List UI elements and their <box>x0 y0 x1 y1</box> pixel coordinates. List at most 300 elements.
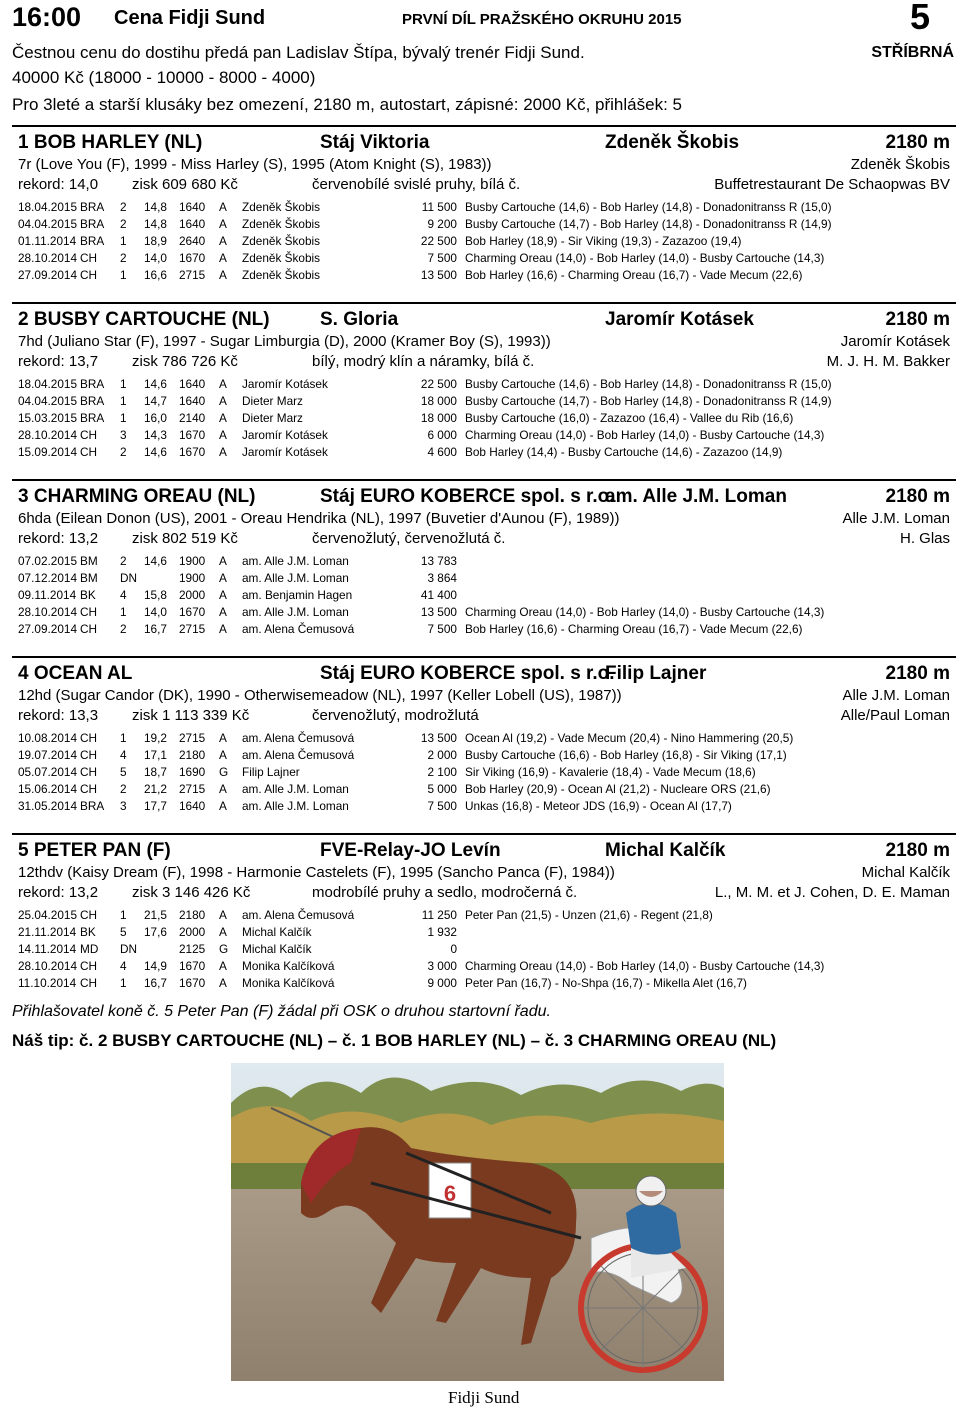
start-time: 14,8 <box>144 216 167 231</box>
start-driver: Michal Kalčík <box>242 924 312 939</box>
start-driver: Zdeněk Škobis <box>242 216 321 231</box>
start-distance: 2715 <box>179 730 206 745</box>
start-driver: am. Alena Čemusová <box>242 907 355 922</box>
start-time: 17,6 <box>144 924 167 939</box>
table-row <box>18 974 935 991</box>
start-place: 1 <box>120 604 127 619</box>
start-type: A <box>219 393 227 408</box>
entry-earnings: zisk 802 519 Kč <box>132 530 238 547</box>
start-place: 1 <box>120 975 127 990</box>
start-track: BRA <box>80 798 105 813</box>
start-track: CH <box>80 604 98 619</box>
start-time: 18,9 <box>144 233 167 248</box>
start-time: 14,7 <box>144 393 167 408</box>
table-row <box>18 569 935 586</box>
entry-breeder: L., M. M. et J. Cohen, D. E. Maman <box>714 884 950 901</box>
start-time: 18,7 <box>144 764 167 779</box>
start-result <box>465 923 935 940</box>
start-prize: 3 864 <box>427 570 457 585</box>
start-driver: am. Alena Čemusová <box>242 621 355 636</box>
start-type: A <box>219 233 227 248</box>
start-date: 10.08.2014 <box>18 730 78 745</box>
start-result: Bob Harley (20,9) - Ocean Al (21,2) - Nucleare ORS (21,6) <box>465 781 771 796</box>
entry-breeder: M. J. H. M. Bakker <box>826 353 950 370</box>
entry-trainer: Jaromír Kotásek <box>605 309 754 330</box>
start-result: Busby Cartouche (14,7) - Bob Harley (14,8) - Donadonitranss R (14,9) <box>465 216 832 231</box>
start-date: 04.04.2015 <box>18 216 78 231</box>
entry-breeder: H. Glas <box>899 530 950 547</box>
start-distance: 1640 <box>179 393 206 408</box>
start-prize: 1 932 <box>427 924 457 939</box>
start-track: CH <box>80 267 98 282</box>
table-row <box>18 746 935 763</box>
start-time <box>144 940 179 957</box>
start-result <box>465 569 935 586</box>
start-place: 1 <box>120 907 127 922</box>
entry-earnings: zisk 786 726 Kč <box>132 353 238 370</box>
start-place: 1 <box>120 393 127 408</box>
start-date: 31.05.2014 <box>18 798 78 813</box>
entry-title: 1 BOB HARLEY (NL) <box>18 132 203 153</box>
start-result: Charming Oreau (14,0) - Bob Harley (14,0) - Busby Cartouche (14,3) <box>465 250 825 265</box>
start-time: 17,1 <box>144 747 167 762</box>
start-driver: Michal Kalčík <box>242 941 312 956</box>
start-date: 04.04.2015 <box>18 393 78 408</box>
start-place: 4 <box>120 747 127 762</box>
table-row <box>18 763 935 780</box>
entry-owner: Jaromír Kotásek <box>840 333 950 350</box>
table-row <box>18 392 935 409</box>
start-time: 14,6 <box>144 376 167 391</box>
start-time: 16,6 <box>144 267 167 282</box>
start-result <box>465 586 935 603</box>
entry-earnings: zisk 609 680 Kč <box>132 176 238 193</box>
start-type: A <box>219 907 227 922</box>
start-result: Busby Cartouche (14,6) - Bob Harley (14,8) - Donadonitranss R (15,0) <box>465 199 832 214</box>
start-distance: 1670 <box>179 250 206 265</box>
start-track: CH <box>80 747 98 762</box>
table-row <box>18 552 935 569</box>
start-place: DN <box>120 941 138 956</box>
start-type: A <box>219 553 227 568</box>
race-prizes: 40000 Kč (18000 - 10000 - 8000 - 4000) <box>12 68 316 87</box>
start-distance: 2715 <box>179 781 206 796</box>
start-prize: 41 400 <box>420 587 457 602</box>
start-place: 2 <box>120 199 127 214</box>
start-prize: 0 <box>450 941 457 956</box>
start-distance: 2715 <box>179 621 206 636</box>
entry-earnings: zisk 3 146 426 Kč <box>132 884 251 901</box>
start-prize: 6 000 <box>427 427 457 442</box>
start-prize: 18 000 <box>420 410 457 425</box>
start-time: 14,6 <box>144 444 167 459</box>
start-result: Busby Cartouche (14,7) - Bob Harley (14,8) - Donadonitranss R (14,9) <box>465 393 832 408</box>
start-result: Bob Harley (16,6) - Charming Oreau (16,7) - Vade Mecum (22,6) <box>465 267 803 282</box>
start-result: Charming Oreau (14,0) - Bob Harley (14,0) - Busby Cartouche (14,3) <box>465 958 825 973</box>
entry-stable: Stáj EURO KOBERCE spol. s r.o. <box>320 486 615 507</box>
saddle-number: 6 <box>443 1181 457 1206</box>
start-date: 19.07.2014 <box>18 747 78 762</box>
start-track: CH <box>80 444 98 459</box>
tip-line: Náš tip: č. 2 BUSBY CARTOUCHE (NL) – č. 1 BOB HARLEY (NL) – č. 3 CHARMING OREAU (NL) <box>12 1031 777 1050</box>
start-place: 4 <box>120 958 127 973</box>
start-place: 1 <box>120 267 127 282</box>
entry-3 <box>12 479 956 636</box>
start-track: CH <box>80 621 98 636</box>
table-row <box>18 443 935 460</box>
start-result: Bob Harley (16,6) - Charming Oreau (16,7) - Vade Mecum (22,6) <box>465 621 803 636</box>
start-result: Bob Harley (18,9) - Sir Viking (19,3) - Zazazoo (19,4) <box>465 233 742 248</box>
start-date: 28.10.2014 <box>18 958 78 973</box>
horse-photo <box>231 1063 724 1381</box>
start-place: 2 <box>120 553 127 568</box>
entry-stable: Stáj EURO KOBERCE spol. s r.o. <box>320 663 615 684</box>
start-date: 15.09.2014 <box>18 444 78 459</box>
start-track: BRA <box>80 376 105 391</box>
entry-colors: červenožlutý, červenožlutá č. <box>312 530 506 547</box>
start-prize: 7 500 <box>427 621 457 636</box>
race-number: 5 <box>909 0 930 37</box>
start-distance: 2000 <box>179 587 206 602</box>
recent-starts-table <box>18 552 935 637</box>
recent-starts-table <box>18 198 935 283</box>
entry-record: rekord: 13,2 <box>18 530 99 547</box>
start-time: 21,2 <box>144 781 167 796</box>
start-type: A <box>219 376 227 391</box>
start-prize: 11 500 <box>421 199 457 214</box>
race-time: 16:00 <box>12 2 82 32</box>
start-driver: Jaromír Kotásek <box>242 376 328 391</box>
start-time: 14,6 <box>144 553 167 568</box>
entry-owner: Alle J.M. Loman <box>842 510 950 527</box>
table-row <box>18 940 935 957</box>
start-time: 19,2 <box>144 730 167 745</box>
entry-colors: červenobílé svislé pruhy, bílá č. <box>312 176 521 193</box>
start-driver: am. Alle J.M. Loman <box>242 798 349 813</box>
start-date: 25.04.2015 <box>18 907 78 922</box>
start-place: 3 <box>120 798 127 813</box>
entry-4 <box>12 656 956 813</box>
start-track: BK <box>80 924 96 939</box>
start-date: 18.04.2015 <box>18 376 78 391</box>
start-date: 27.09.2014 <box>18 267 78 282</box>
start-distance: 2000 <box>179 924 206 939</box>
start-result: Bob Harley (14,4) - Busby Cartouche (14,6) - Zazazoo (14,9) <box>465 444 783 459</box>
start-track: CH <box>80 764 98 779</box>
start-driver: am. Alena Čemusová <box>242 747 355 762</box>
entry-trainer: Zdeněk Škobis <box>605 132 740 153</box>
start-time: 14,0 <box>144 250 167 265</box>
start-type: A <box>219 570 227 585</box>
start-date: 14.11.2014 <box>18 941 77 956</box>
start-track: CH <box>80 781 98 796</box>
start-time: 14,8 <box>144 199 167 214</box>
race-series: PRVNÍ DÍL PRAŽSKÉHO OKRUHU 2015 <box>402 11 682 28</box>
start-driver: Dieter Marz <box>242 393 303 408</box>
table-row <box>18 232 935 249</box>
start-result: Busby Cartouche (16,6) - Bob Harley (16,8) - Sir Viking (17,1) <box>465 747 787 762</box>
table-row <box>18 586 935 603</box>
start-track: CH <box>80 427 98 442</box>
start-distance: 1670 <box>179 958 206 973</box>
entry-record: rekord: 14,0 <box>18 176 99 193</box>
start-driver: Zdeněk Škobis <box>242 233 321 248</box>
start-type: A <box>219 781 227 796</box>
entry-record: rekord: 13,3 <box>18 707 99 724</box>
start-type: A <box>219 924 227 939</box>
entry-note: Přihlašovatel koně č. 5 Peter Pan (F) žádal při OSK o druhou startovní řadu. <box>12 1003 551 1020</box>
start-distance: 1900 <box>179 553 206 568</box>
start-place: 2 <box>120 216 127 231</box>
entry-distance: 2180 m <box>885 486 950 507</box>
start-place: 5 <box>120 764 127 779</box>
race-category: STŘÍBRNÁ <box>871 44 954 61</box>
table-row <box>18 375 935 392</box>
entry-breeder: Alle/Paul Loman <box>840 707 950 724</box>
entry-colors: bílý, modrý klín a náramky, bílá č. <box>312 353 535 370</box>
start-result <box>465 552 935 569</box>
entry-breeder: Buffetrestaurant De Schaopwas BV <box>714 176 950 193</box>
entry-title: 3 CHARMING OREAU (NL) <box>18 486 256 507</box>
start-driver: Monika Kalčíková <box>242 958 335 973</box>
start-track: CH <box>80 730 98 745</box>
start-date: 07.02.2015 <box>18 553 78 568</box>
start-driver: Jaromír Kotásek <box>242 444 328 459</box>
entry-colors: modrobílé pruhy a sedlo, modročerná č. <box>312 884 578 901</box>
table-row <box>18 249 935 266</box>
start-distance: 2180 <box>179 907 206 922</box>
start-track: MD <box>80 941 99 956</box>
entry-title: 2 BUSBY CARTOUCHE (NL) <box>18 309 270 330</box>
recent-starts-table <box>18 375 935 460</box>
start-prize: 3 000 <box>427 958 457 973</box>
start-time: 15,8 <box>144 587 167 602</box>
recent-starts-table <box>18 729 935 814</box>
start-prize: 2 000 <box>427 747 457 762</box>
start-driver: am. Alle J.M. Loman <box>242 570 349 585</box>
start-date: 15.06.2014 <box>18 781 78 796</box>
start-type: A <box>219 444 227 459</box>
start-prize: 22 500 <box>420 233 457 248</box>
start-place: 3 <box>120 427 127 442</box>
start-date: 28.10.2014 <box>18 604 78 619</box>
start-prize: 5 000 <box>427 781 457 796</box>
start-place: 2 <box>120 621 127 636</box>
start-place: 2 <box>120 444 127 459</box>
table-row <box>18 198 935 215</box>
start-date: 05.07.2014 <box>18 764 78 779</box>
start-type: A <box>219 199 227 214</box>
start-date: 15.03.2015 <box>18 410 78 425</box>
entry-owner: Zdeněk Škobis <box>850 156 950 173</box>
photo-caption: Fidji Sund <box>448 1388 520 1407</box>
entry-pedigree: 6hda (Eilean Donon (US), 2001 - Oreau Hendrika (NL), 1997 (Buvetier d'Aunou (F), 1989)) <box>18 510 620 527</box>
start-distance: 1670 <box>179 444 206 459</box>
entry-pedigree: 12hd (Sugar Candor (DK), 1990 - Otherwisemeadow (NL), 1997 (Keller Lobell (US), 1987)) <box>18 687 622 704</box>
entry-earnings: zisk 1 113 339 Kč <box>132 707 250 724</box>
start-result: Unkas (16,8) - Meteor JDS (16,9) - Ocean Al (17,7) <box>465 798 732 813</box>
start-prize: 7 500 <box>427 798 457 813</box>
start-place: 1 <box>120 730 127 745</box>
start-result: Busby Cartouche (16,0) - Zazazoo (16,4) - Vallee du Rib (16,6) <box>465 410 794 425</box>
entry-distance: 2180 m <box>885 663 950 684</box>
start-track: CH <box>80 907 98 922</box>
entry-owner: Alle J.M. Loman <box>842 687 950 704</box>
entry-title: 4 OCEAN AL <box>18 663 133 684</box>
start-track: CH <box>80 250 98 265</box>
start-date: 21.11.2014 <box>18 924 77 939</box>
start-driver: am. Alle J.M. Loman <box>242 604 349 619</box>
start-distance: 2140 <box>179 410 206 425</box>
start-distance: 1900 <box>179 570 206 585</box>
start-place: 1 <box>120 376 127 391</box>
table-row <box>18 603 935 620</box>
entry-stable: FVE-Relay-JO Levín <box>320 840 501 861</box>
start-driver: am. Alena Čemusová <box>242 730 355 745</box>
start-prize: 13 500 <box>420 604 457 619</box>
start-driver: Jaromír Kotásek <box>242 427 328 442</box>
start-track: BRA <box>80 393 105 408</box>
start-time: 17,7 <box>144 798 167 813</box>
start-result: Sir Viking (16,9) - Kavalerie (18,4) - Vade Mecum (18,6) <box>465 764 756 779</box>
entry-distance: 2180 m <box>885 840 950 861</box>
table-row <box>18 266 935 283</box>
start-track: BRA <box>80 216 105 231</box>
entry-distance: 2180 m <box>885 132 950 153</box>
start-driver: Dieter Marz <box>242 410 303 425</box>
entry-trainer: Michal Kalčík <box>605 840 726 861</box>
start-prize: 7 500 <box>427 250 457 265</box>
start-distance: 1640 <box>179 216 206 231</box>
start-type: A <box>219 250 227 265</box>
start-prize: 13 500 <box>420 267 457 282</box>
entry-pedigree: 7hd (Juliano Star (F), 1997 - Sugar Limburgia (D), 2000 (Kramer Boy (S), 1993)) <box>18 333 551 350</box>
start-time: 14,0 <box>144 604 167 619</box>
start-track: BRA <box>80 233 105 248</box>
entry-stable: Stáj Viktoria <box>320 132 430 153</box>
start-prize: 11 250 <box>421 907 457 922</box>
entry-distance: 2180 m <box>885 309 950 330</box>
start-type: A <box>219 267 227 282</box>
start-prize: 13 783 <box>420 553 457 568</box>
entry-2 <box>12 302 956 459</box>
start-place: 5 <box>120 924 127 939</box>
start-type: A <box>219 975 227 990</box>
start-type: A <box>219 427 227 442</box>
entry-trainer: am. Alle J.M. Loman <box>605 486 787 507</box>
start-type: A <box>219 410 227 425</box>
start-result <box>465 940 935 957</box>
start-track: CH <box>80 958 98 973</box>
table-row <box>18 620 935 637</box>
start-track: CH <box>80 975 98 990</box>
start-driver: am. Alle J.M. Loman <box>242 781 349 796</box>
start-driver: am. Benjamin Hagen <box>242 587 353 602</box>
start-date: 28.10.2014 <box>18 427 78 442</box>
entry-colors: červenožlutý, modrožlutá <box>312 707 479 724</box>
start-result: Busby Cartouche (14,6) - Bob Harley (14,8) - Donadonitranss R (15,0) <box>465 376 832 391</box>
start-date: 18.04.2015 <box>18 199 78 214</box>
entry-record: rekord: 13,7 <box>18 353 99 370</box>
start-distance: 1670 <box>179 427 206 442</box>
start-time: 14,9 <box>144 958 167 973</box>
start-time: 21,5 <box>144 907 167 922</box>
start-type: G <box>219 764 229 779</box>
trotting-horse-illustration <box>231 1063 724 1381</box>
table-row <box>18 426 935 443</box>
start-distance: 2125 <box>179 941 206 956</box>
start-distance: 2180 <box>179 747 206 762</box>
start-driver: Monika Kalčíková <box>242 975 335 990</box>
start-prize: 9 200 <box>427 216 457 231</box>
start-distance: 1690 <box>179 764 206 779</box>
start-prize: 4 600 <box>427 444 457 459</box>
start-result: Charming Oreau (14,0) - Bob Harley (14,0) - Busby Cartouche (14,3) <box>465 427 825 442</box>
entry-pedigree: 7r (Love You (F), 1999 - Miss Harley (S), 1995 (Atom Knight (S), 1983)) <box>18 156 492 173</box>
start-type: A <box>219 958 227 973</box>
start-time: 16,7 <box>144 975 167 990</box>
entry-1 <box>12 125 956 282</box>
table-row <box>18 923 935 940</box>
race-name: Cena Fidji Sund <box>114 7 266 29</box>
start-track: BK <box>80 587 96 602</box>
start-time: 14,3 <box>144 427 167 442</box>
start-place: 1 <box>120 233 127 248</box>
start-track: BRA <box>80 410 105 425</box>
start-date: 27.09.2014 <box>18 621 78 636</box>
start-driver: Zdeněk Škobis <box>242 199 321 214</box>
start-result: Peter Pan (21,5) - Unzen (21,6) - Regent (21,8) <box>465 907 713 922</box>
start-date: 07.12.2014 <box>18 570 78 585</box>
start-date: 28.10.2014 <box>18 250 78 265</box>
start-date: 09.11.2014 <box>18 587 77 602</box>
start-place: 2 <box>120 250 127 265</box>
start-track: BM <box>80 570 98 585</box>
entry-trainer: Filip Lajner <box>605 663 707 684</box>
start-distance: 1640 <box>179 376 206 391</box>
start-prize: 18 000 <box>420 393 457 408</box>
recent-starts-table <box>18 906 935 991</box>
table-row <box>18 215 935 232</box>
start-distance: 1640 <box>179 798 206 813</box>
start-type: A <box>219 604 227 619</box>
table-row <box>18 957 935 974</box>
start-driver: am. Alle J.M. Loman <box>242 553 349 568</box>
start-date: 11.10.2014 <box>18 975 77 990</box>
start-place: 4 <box>120 587 127 602</box>
start-place: 1 <box>120 410 127 425</box>
start-driver: Filip Lajner <box>242 764 300 779</box>
start-distance: 2715 <box>179 267 206 282</box>
start-distance: 1670 <box>179 975 206 990</box>
table-row <box>18 906 935 923</box>
table-row <box>18 729 935 746</box>
start-prize: 9 000 <box>427 975 457 990</box>
start-prize: 2 100 <box>427 764 457 779</box>
start-type: A <box>219 587 227 602</box>
start-distance: 1640 <box>179 199 206 214</box>
entry-5 <box>12 833 956 990</box>
start-time <box>144 569 179 586</box>
table-row <box>18 780 935 797</box>
start-type: G <box>219 941 229 956</box>
start-result: Charming Oreau (14,0) - Bob Harley (14,0) - Busby Cartouche (14,3) <box>465 604 825 619</box>
start-track: BRA <box>80 199 105 214</box>
start-place: DN <box>120 570 138 585</box>
start-type: A <box>219 747 227 762</box>
start-type: A <box>219 730 227 745</box>
entry-pedigree: 12thdv (Kaisy Dream (F), 1998 - Harmonie Castelets (F), 1995 (Sancho Panca (F), 1984)) <box>18 864 615 881</box>
